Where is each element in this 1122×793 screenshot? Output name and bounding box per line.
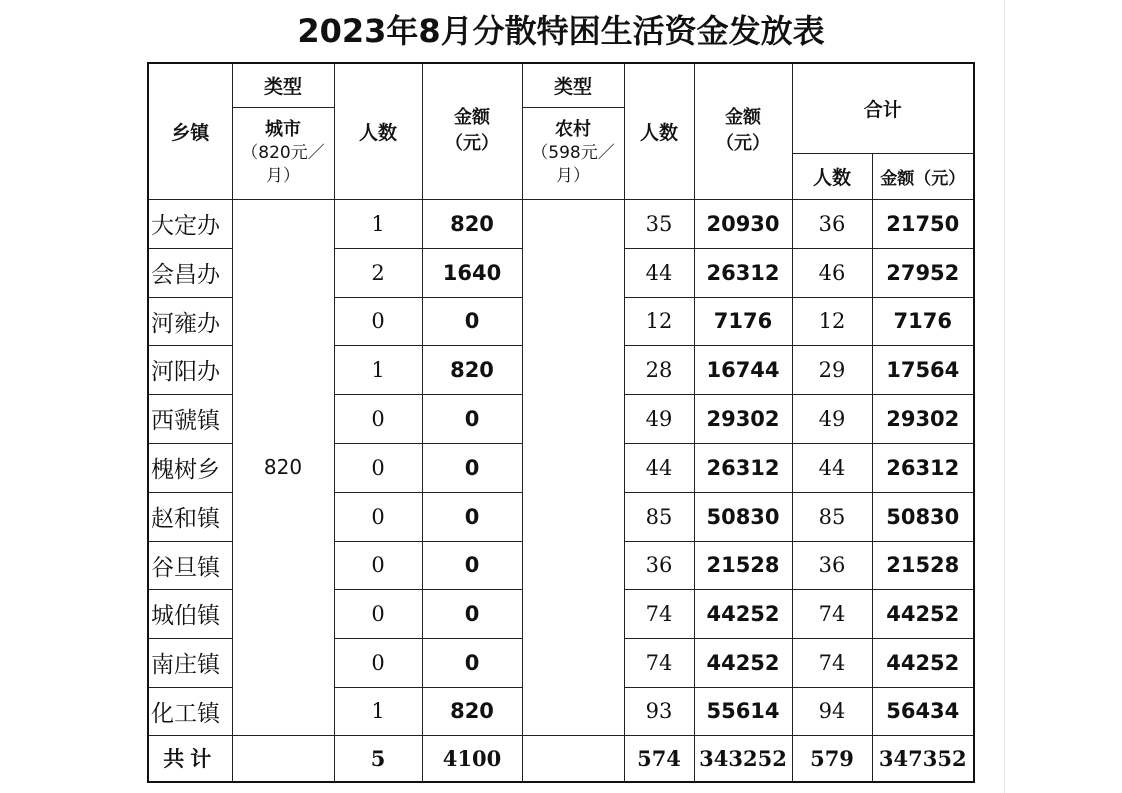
total-amount: 44252 <box>872 589 974 638</box>
total-amount: 44252 <box>872 638 974 687</box>
header-total-amount: 金额（元） <box>872 153 974 199</box>
total-people: 74 <box>792 589 872 638</box>
city-amount: 0 <box>422 638 522 687</box>
total-people: 49 <box>792 394 872 443</box>
rural-amount: 44252 <box>694 638 792 687</box>
rural-people: 93 <box>624 687 694 735</box>
totals-city-amount: 4100 <box>422 735 522 782</box>
town-name: 化工镇 <box>148 687 232 735</box>
city-amount: 820 <box>422 687 522 735</box>
total-people: 94 <box>792 687 872 735</box>
header-rural-type: 类型 <box>522 63 624 107</box>
rural-people: 12 <box>624 297 694 345</box>
header-city-type: 类型 <box>232 63 334 107</box>
city-people: 1 <box>334 687 422 735</box>
allowance-table <box>147 62 975 783</box>
header-city-amount <box>422 63 522 199</box>
totals-label: 共计 <box>148 735 232 782</box>
city-people: 0 <box>334 492 422 541</box>
city-people: 0 <box>334 443 422 492</box>
totals-standard-blank <box>232 735 334 782</box>
header-city-people: 人数 <box>334 63 422 199</box>
total-amount: 7176 <box>872 297 974 345</box>
totals-rural-people: 574 <box>624 735 694 782</box>
rural-amount: 16744 <box>694 345 792 394</box>
city-amount: 0 <box>422 443 522 492</box>
rural-people: 74 <box>624 638 694 687</box>
total-people: 36 <box>792 541 872 589</box>
totals-rural-blank <box>522 735 624 782</box>
header-rural: 农村 <box>555 119 591 140</box>
city-amount: 0 <box>422 492 522 541</box>
totals-row <box>148 735 974 782</box>
city-amount: 1640 <box>422 248 522 297</box>
city-amount: 0 <box>422 589 522 638</box>
header-rural-amount-label: 金额（元） <box>716 107 770 155</box>
page-edge-line <box>1004 0 1005 793</box>
total-people: 29 <box>792 345 872 394</box>
rural-people: 28 <box>624 345 694 394</box>
total-people: 44 <box>792 443 872 492</box>
town-name: 会昌办 <box>148 248 232 297</box>
rural-people: 36 <box>624 541 694 589</box>
town-name: 大定办 <box>148 199 232 248</box>
header-rural-people: 人数 <box>624 63 694 199</box>
town-name: 河阳办 <box>148 345 232 394</box>
city-people: 0 <box>334 589 422 638</box>
rural-people: 35 <box>624 199 694 248</box>
totals-rural-amount: 343252 <box>694 735 792 782</box>
rural-amount: 26312 <box>694 248 792 297</box>
total-amount: 21750 <box>872 199 974 248</box>
rural-people: 49 <box>624 394 694 443</box>
header-total-people: 人数 <box>792 153 872 199</box>
city-amount: 820 <box>422 345 522 394</box>
city-people: 1 <box>334 199 422 248</box>
rural-amount: 26312 <box>694 443 792 492</box>
rural-amount: 29302 <box>694 394 792 443</box>
city-amount: 0 <box>422 541 522 589</box>
city-amount: 0 <box>422 394 522 443</box>
city-people: 1 <box>334 345 422 394</box>
city-people: 0 <box>334 541 422 589</box>
rural-people: 44 <box>624 248 694 297</box>
totals-total-people: 579 <box>792 735 872 782</box>
rural-people: 74 <box>624 589 694 638</box>
total-amount: 21528 <box>872 541 974 589</box>
total-people: 85 <box>792 492 872 541</box>
city-amount: 0 <box>422 297 522 345</box>
header-total: 合计 <box>792 63 974 153</box>
header-rural-cell <box>522 107 624 199</box>
header-town: 乡镇 <box>148 63 232 199</box>
town-name: 谷旦镇 <box>148 541 232 589</box>
page-title: 2023年8月分散特困生活资金发放表 <box>297 12 825 50</box>
total-amount: 56434 <box>872 687 974 735</box>
rural-amount: 21528 <box>694 541 792 589</box>
town-name: 南庄镇 <box>148 638 232 687</box>
header-city-amount-label: 金额（元） <box>445 107 499 155</box>
header-rural-standard: （598元／月） <box>531 143 615 186</box>
rural-people: 44 <box>624 443 694 492</box>
rural-people: 85 <box>624 492 694 541</box>
rural-standard-blank <box>522 199 624 735</box>
town-name: 槐树乡 <box>148 443 232 492</box>
header-rural-amount <box>694 63 792 199</box>
rural-amount: 50830 <box>694 492 792 541</box>
total-people: 46 <box>792 248 872 297</box>
city-people: 2 <box>334 248 422 297</box>
total-people: 36 <box>792 199 872 248</box>
city-people: 0 <box>334 638 422 687</box>
totals-total-amount: 347352 <box>872 735 974 782</box>
town-name: 河雍办 <box>148 297 232 345</box>
header-city-standard: （820元／月） <box>241 143 325 186</box>
town-name: 西虢镇 <box>148 394 232 443</box>
total-people: 12 <box>792 297 872 345</box>
total-amount: 50830 <box>872 492 974 541</box>
town-name: 城伯镇 <box>148 589 232 638</box>
total-amount: 27952 <box>872 248 974 297</box>
header-city-cell <box>232 107 334 199</box>
town-name: 赵和镇 <box>148 492 232 541</box>
rural-amount: 20930 <box>694 199 792 248</box>
city-people: 0 <box>334 297 422 345</box>
total-amount: 29302 <box>872 394 974 443</box>
city-amount: 820 <box>422 199 522 248</box>
total-amount: 17564 <box>872 345 974 394</box>
table-row <box>148 199 974 248</box>
rural-amount: 55614 <box>694 687 792 735</box>
city-standard-value: 820 <box>232 199 334 735</box>
rural-amount: 44252 <box>694 589 792 638</box>
rural-amount: 7176 <box>694 297 792 345</box>
header-city: 城市 <box>265 119 301 140</box>
totals-city-people: 5 <box>334 735 422 782</box>
total-amount: 26312 <box>872 443 974 492</box>
city-people: 0 <box>334 394 422 443</box>
total-people: 74 <box>792 638 872 687</box>
